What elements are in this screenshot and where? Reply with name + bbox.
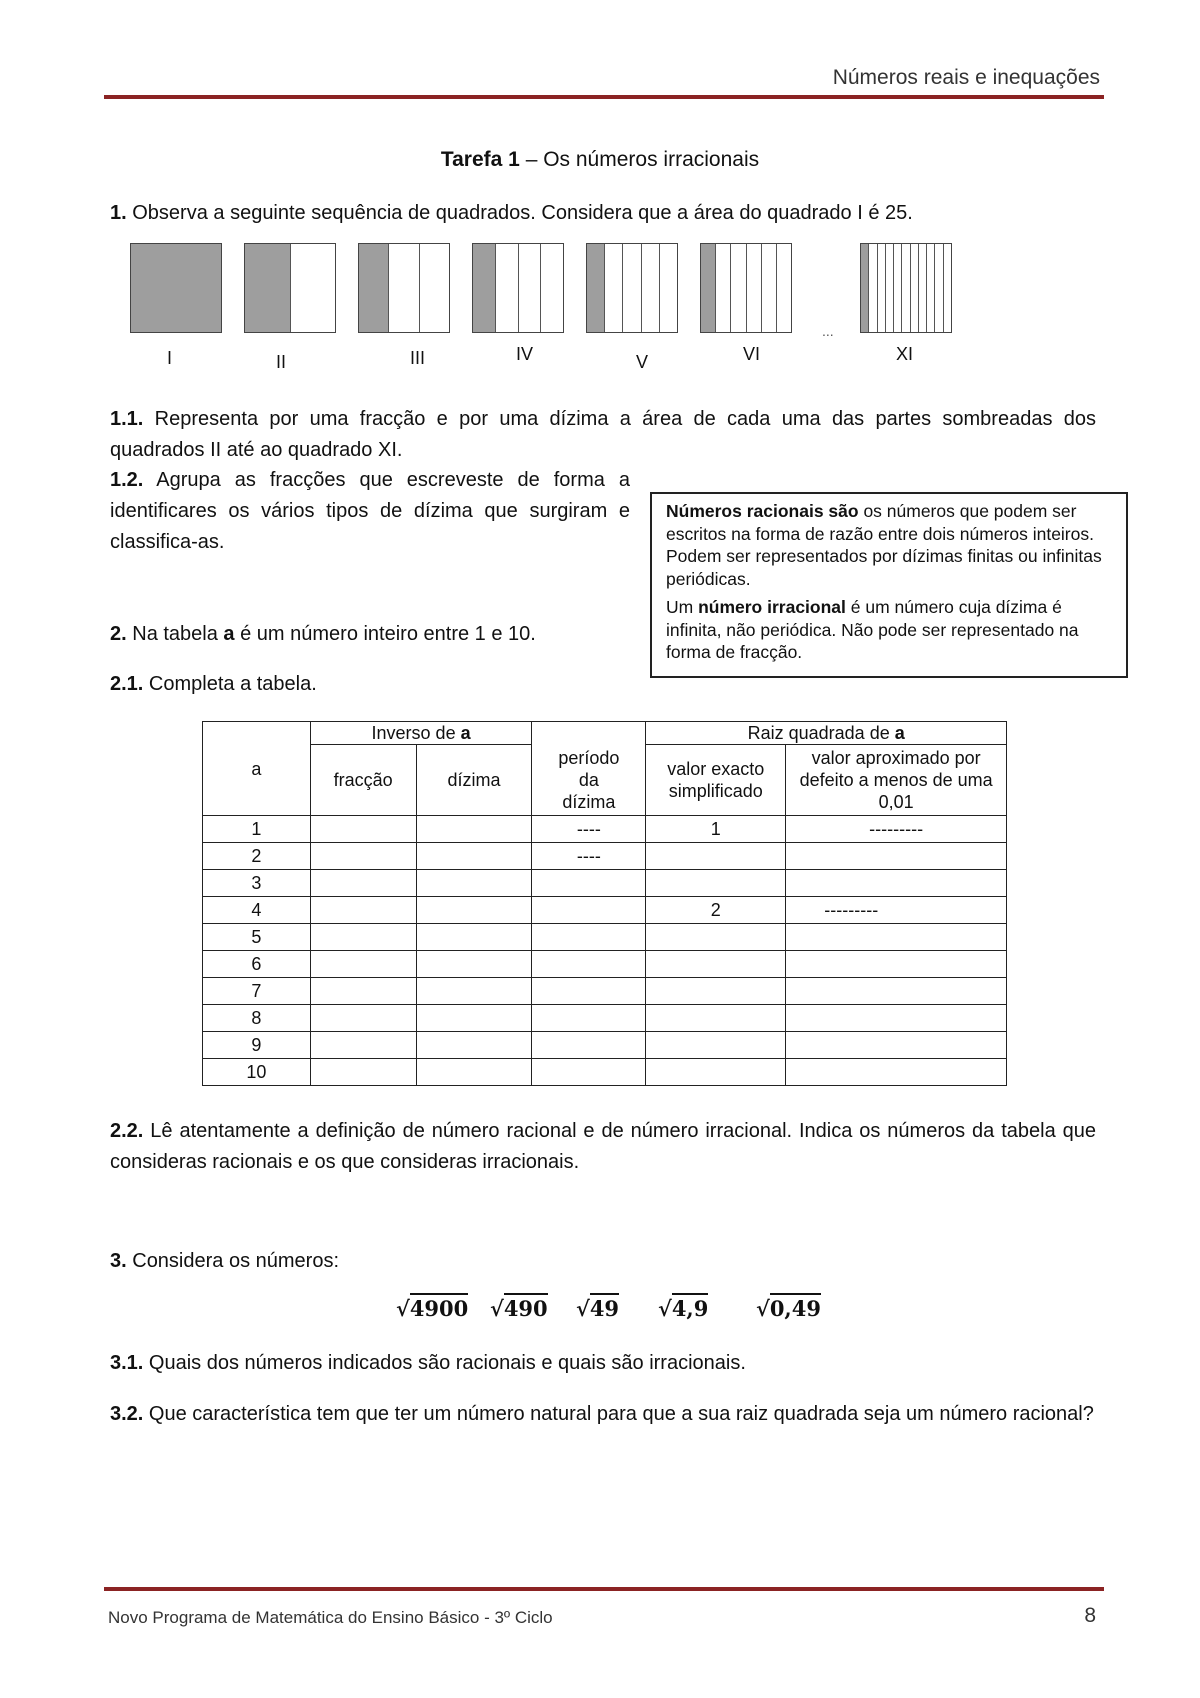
cell-a: 10 [203,1059,311,1086]
square-part-shaded [359,244,388,332]
cell-decimal[interactable] [416,1032,532,1059]
header-period: período da dízima [532,745,646,816]
question-2-1 [110,669,317,700]
square-part [943,244,951,332]
square-label: II [276,352,287,372]
square-part-shaded [587,244,604,332]
definition-box [650,492,1128,678]
root-49 [576,1296,619,1321]
running-header: Números reais e inequações [832,66,1100,89]
cell-exact[interactable] [646,924,786,951]
cell-a: 5 [203,924,311,951]
cell-period[interactable] [532,951,646,978]
cell-exact[interactable] [646,1059,786,1086]
table-row [203,1005,1007,1032]
question-number: 2.2. [110,1120,144,1142]
radical-icon: √ [658,1296,672,1321]
cell-fraction[interactable] [310,951,416,978]
irrational-term: número irracional [698,597,846,617]
radicand: 49 [590,1293,619,1321]
table-row [203,843,1007,870]
square-part [885,244,893,332]
table-row [203,924,1007,951]
cell-period[interactable] [532,897,646,924]
rational-definition [666,500,1112,590]
header-exact: valor exacto simplificado [646,745,786,816]
cell-period[interactable]: ---- [532,843,646,870]
cell-fraction[interactable] [310,1059,416,1086]
square-part-shaded [245,244,290,332]
question-text: Completa a tabela. [143,673,317,695]
values-table [202,721,1007,1086]
header-empty [532,722,646,745]
square-part [730,244,745,332]
question-text: Agrupa as fracções que escreveste de forma a identificares os vários tipos de dízima que surgiram e classifica-as. [110,469,630,553]
cell-period[interactable] [532,1032,646,1059]
header-approx: valor aproximado por defeito a menos de uma 0,01 [786,745,1007,816]
cell-a: 8 [203,1005,311,1032]
question-number: 2.1. [110,673,144,695]
square-part [918,244,926,332]
square-part [659,244,677,332]
cell-period[interactable] [532,1059,646,1086]
rational-text: os números que podem ser escritos na forma de razão entre dois números inteiros. Podem ser representados por dízimas finitas ou infinitas periódicas. [666,501,1102,589]
question-3-2 [110,1399,1096,1430]
cell-a: 3 [203,870,311,897]
square-part [761,244,776,332]
cell-a: 9 [203,1032,311,1059]
cell-approx[interactable] [786,924,1007,951]
question-number: 1.1. [110,408,144,430]
cell-fraction[interactable] [310,870,416,897]
question-text: Na tabela [126,623,224,645]
cell-fraction[interactable] [310,1005,416,1032]
square-part-shaded [701,244,715,332]
question-text: Representa por uma fracção e por uma dízima a área de cada uma das partes sombreadas dos quadrados II até ao quadrado XI. [110,408,1096,461]
cell-approx[interactable] [786,978,1007,1005]
cell-period[interactable] [532,1005,646,1032]
cell-decimal[interactable] [416,843,532,870]
square-label: III [410,348,426,368]
square-part [901,244,909,332]
table-row [203,951,1007,978]
header-decimal: dízima [416,745,532,816]
square-part-shaded [131,244,221,332]
square-part [641,244,659,332]
root-4900 [396,1296,468,1321]
square-label: V [636,352,649,372]
irrational-text: é um número cuja dízima é infinita, não periódica. Não pode ser representado na forma de fracção. [666,597,1079,662]
table-header-row-2 [203,745,1007,816]
task-title-bold: Tarefa 1 [440,148,520,171]
cell-period[interactable] [532,870,646,897]
square-label: I [167,348,173,368]
header-inverse-group [310,722,532,745]
cell-period[interactable] [532,978,646,1005]
cell-a: 6 [203,951,311,978]
square-part [893,244,901,332]
square-part [776,244,791,332]
cell-approx[interactable] [786,843,1007,870]
square-label: VI [743,344,761,364]
variable-a: a [223,623,235,645]
task-title [0,148,1200,172]
question-3 [110,1246,339,1277]
radical-icon: √ [576,1296,590,1321]
irrational-start: Um [666,597,699,617]
root-0-49 [756,1296,821,1321]
question-text: Que característica tem que ter um número natural para que a sua raiz quadrada seja um número racional? [143,1403,1094,1425]
table-row [203,1032,1007,1059]
square-label: IV [516,344,534,364]
table-header-row-1 [203,722,1007,745]
table-row [203,978,1007,1005]
cell-period[interactable] [532,924,646,951]
square-part-shaded [861,244,868,332]
irrational-definition [666,596,1112,664]
radicand: 4,9 [672,1293,709,1321]
square-part [934,244,942,332]
root-490 [490,1296,548,1321]
square-part [290,244,336,332]
cell-fraction[interactable] [310,924,416,951]
header-var: a [460,723,471,743]
footer-text: Novo Programa de Matemática do Ensino Básico - 3º Ciclo [108,1608,553,1627]
cell-a: 4 [203,897,311,924]
cell-exact[interactable] [646,1005,786,1032]
radical-icon: √ [756,1296,770,1321]
rational-term: Números racionais são [666,501,859,521]
header-text: Raiz quadrada de [747,723,895,743]
cell-decimal[interactable] [416,951,532,978]
cell-approx[interactable]: --------- [786,816,1007,843]
question-text: Observa a seguinte sequência de quadrados. Considera que a área do quadrado I é 25. [126,202,913,224]
square-4 [472,243,564,333]
cell-exact[interactable]: 2 [646,897,786,924]
header-a: a [203,722,311,816]
square-part [540,244,563,332]
footer-rule [104,1587,1104,1591]
table-row [203,870,1007,897]
square-3 [358,243,450,333]
question-text: Considera os números: [126,1250,340,1272]
cell-exact[interactable] [646,870,786,897]
square-part [518,244,541,332]
radicand: 4900 [410,1293,468,1321]
question-2-2 [110,1116,1096,1178]
question-1-1 [110,404,1096,466]
square-part [910,244,918,332]
table-row [203,897,1007,924]
question-number: 1.2. [110,469,144,491]
page-number: 8 [1084,1604,1096,1627]
cell-decimal[interactable] [416,816,532,843]
question-number: 1. [110,202,127,224]
question-1-2 [110,465,630,558]
cell-period[interactable]: ---- [532,816,646,843]
cell-exact[interactable]: 1 [646,816,786,843]
root-4-9 [658,1296,708,1321]
cell-approx[interactable] [786,1059,1007,1086]
cell-fraction[interactable] [310,843,416,870]
header-var: a [894,723,905,743]
cell-approx[interactable] [786,870,1007,897]
square-2 [244,243,336,333]
question-number: 3.2. [110,1403,144,1425]
cell-fraction[interactable] [310,897,416,924]
square-part [622,244,640,332]
cell-a: 2 [203,843,311,870]
square-11 [860,243,952,333]
square-part [715,244,730,332]
radicand: 490 [504,1293,548,1321]
task-title-rest: – Os números irracionais [519,148,760,171]
question-2 [110,619,536,650]
table-row [203,816,1007,843]
radical-icon: √ [396,1296,410,1321]
square-part [877,244,885,332]
cell-decimal[interactable] [416,1005,532,1032]
cell-decimal[interactable] [416,1059,532,1086]
cell-a: 7 [203,978,311,1005]
question-3-1 [110,1348,746,1379]
square-part [868,244,876,332]
square-label: XI [896,344,914,364]
square-part [419,244,449,332]
cell-decimal[interactable] [416,870,532,897]
question-text: Quais dos números indicados são racionais e quais são irracionais. [143,1352,746,1374]
header-rule [104,95,1104,99]
cell-approx[interactable] [786,951,1007,978]
header-fraction: fracção [310,745,416,816]
cell-decimal[interactable] [416,897,532,924]
cell-exact[interactable] [646,843,786,870]
square-part [746,244,761,332]
square-part [604,244,622,332]
question-number: 2. [110,623,127,645]
question-number: 3.1. [110,1352,144,1374]
header-root-group [646,722,1007,745]
cell-decimal[interactable] [416,924,532,951]
cell-fraction[interactable] [310,1032,416,1059]
cell-approx[interactable] [786,1005,1007,1032]
square-5 [586,243,678,333]
cell-fraction[interactable] [310,978,416,1005]
square-part [495,244,518,332]
squares-figure [130,243,1030,343]
cell-exact[interactable] [646,978,786,1005]
cell-approx[interactable] [786,1032,1007,1059]
question-text: é um número inteiro entre 1 e 10. [234,623,536,645]
square-6 [700,243,792,333]
table-row [203,1059,1007,1086]
ellipsis: ... [822,323,834,339]
cell-approx[interactable]: --------- [786,897,1007,924]
square-part [388,244,418,332]
radicand: 0,49 [770,1293,821,1321]
cell-a: 1 [203,816,311,843]
square-1 [130,243,222,333]
cell-fraction[interactable] [310,816,416,843]
cell-exact[interactable] [646,951,786,978]
square-part [926,244,934,332]
radical-icon: √ [490,1296,504,1321]
header-text: Inverso de [371,723,461,743]
question-number: 3. [110,1250,127,1272]
cell-decimal[interactable] [416,978,532,1005]
question-text: Lê atentamente a definição de número racional e de número irracional. Indica os números da tabela que consideras racionais e os que consideras irracionais. [110,1120,1096,1173]
cell-exact[interactable] [646,1032,786,1059]
question-1 [110,198,913,229]
square-part-shaded [473,244,495,332]
